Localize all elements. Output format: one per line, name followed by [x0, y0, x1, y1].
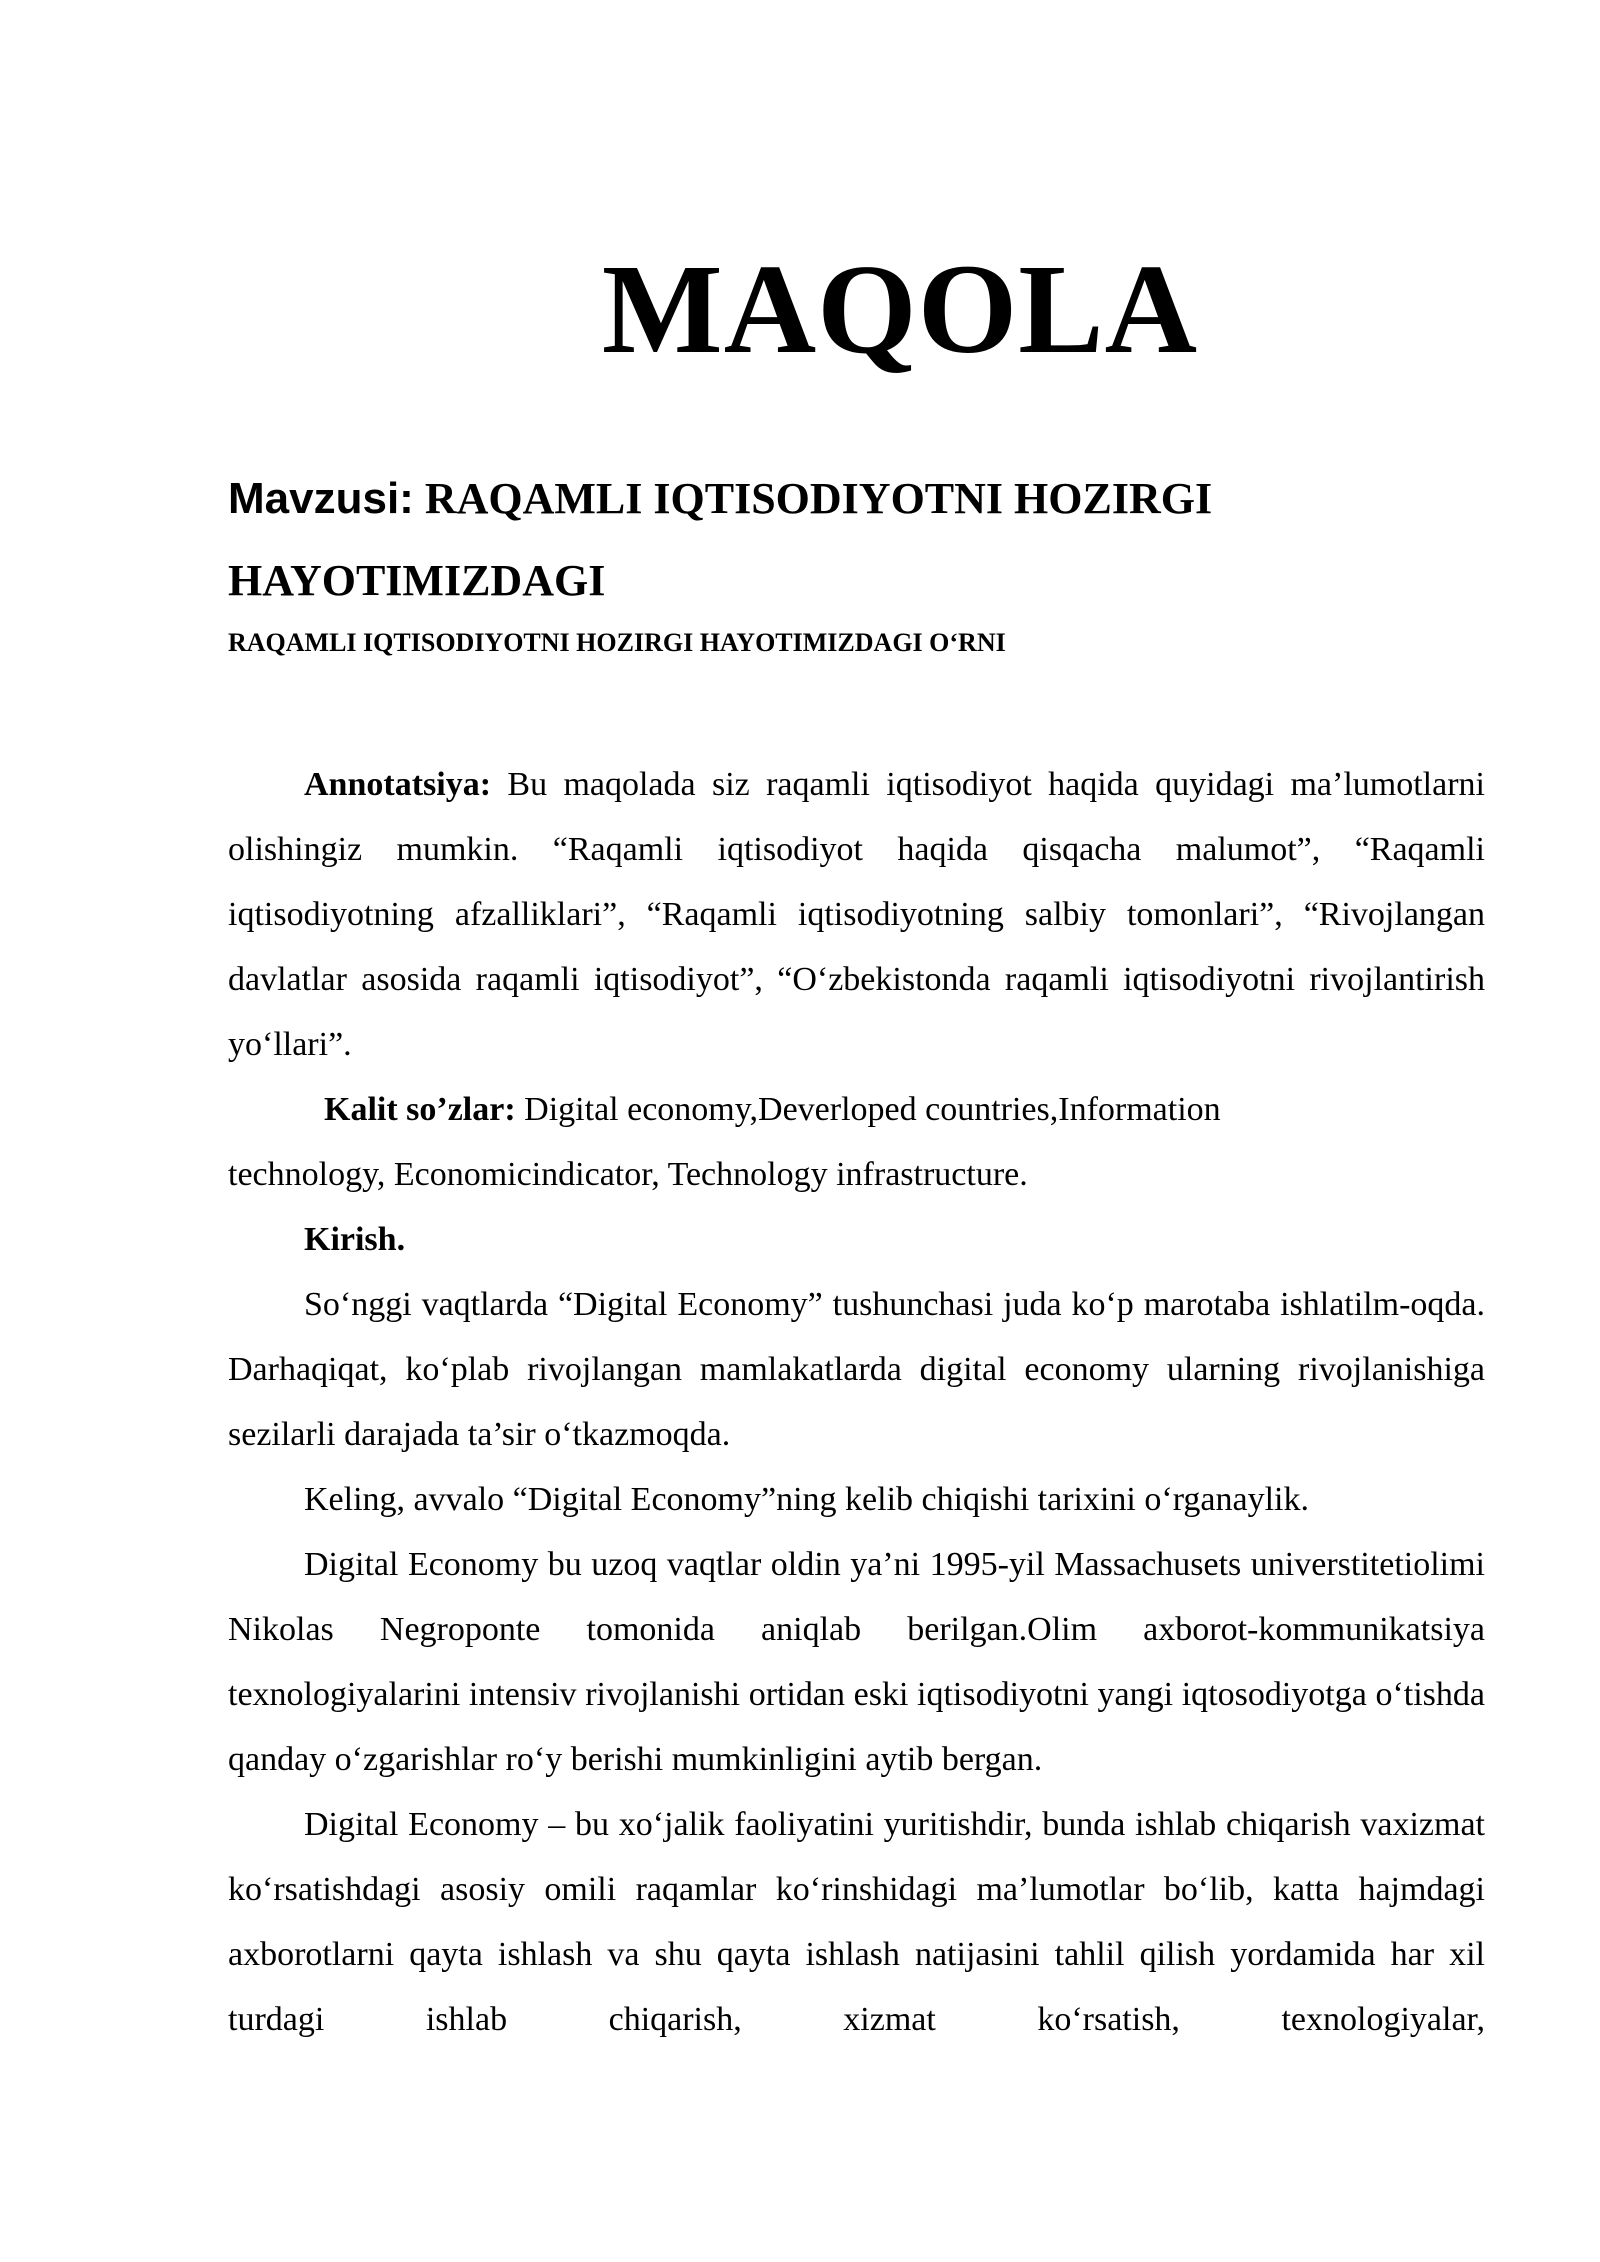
intro-heading: Kirish.	[304, 1221, 406, 1258]
body-paragraph: Digital Economy bu uzoq vaqtlar oldin ya’ni 1995-yil Massachusets universtitetiolimi Nikolas Negroponte tomonida aniqlab berilgan.Olim axborot-kommunikatsiya texnologiyalarini intensiv rivojlanishi ortidan eski iqtisodiyotni yangi iqtosodiyotga o‘tishda qanday o‘zgarishlar ro‘y berishi mumkinligini aytib bergan.	[228, 1546, 1485, 1778]
topic-text: RAQAMLI IQTISODIYOTNI HOZIRGI HAYOTIMIZDAGI	[228, 474, 1213, 605]
keywords-label: Kalit so’zlar:	[324, 1091, 516, 1128]
topic-label: Mavzusi:	[228, 474, 414, 523]
annotation-label: Annotatsiya:	[304, 766, 492, 803]
keywords-line-1	[228, 1077, 1485, 1142]
body-paragraph: So‘nggi vaqtlarda “Digital Economy” tushunchasi juda ko‘p marotaba ishlatilm-oqda. Darhaqiqat, ko‘plab rivojlangan mamlakatlarda digital economy ularning rivojlanishiga sezilarli darajada ta’sir o‘tkazmoqda.	[228, 1286, 1485, 1453]
body-paragraph: Keling, avvalo “Digital Economy”ning kelib chiqishi tarixini o‘rganaylik.	[304, 1481, 1309, 1518]
annotation-text: Bu maqolada siz raqamli iqtisodiyot haqida quyidagi ma’lumotlarni olishingiz mumkin. “Raqamli iqtisodiyot haqida qisqacha malumot”, “Raqamli iqtisodiyotning afzalliklari”, “Raqamli iqtisodiyotning salbiy tomonlari”, “Rivojlangan davlatlar asosida raqamli iqtisodiyot”, “O‘zbekistonda raqamli iqtisodiyotni rivojlantirish yo‘llari”.	[228, 766, 1485, 1063]
topic-heading	[228, 458, 1428, 622]
subtitle: RAQAMLI IQTISODIYOTNI HOZIRGI HAYOTIMIZDAGI O‘RNI	[228, 628, 1006, 657]
keywords-line-2: technology, Economicindicator, Technology infrastructure.	[228, 1156, 1028, 1193]
keywords-text-1: Digital economy,Deverloped countries,Information	[515, 1091, 1221, 1128]
document-title: MAQOLA	[601, 238, 1199, 380]
body-paragraph: Digital Economy – bu xo‘jalik faoliyatini yuritishdir, bunda ishlab chiqarish vaxizmat ko‘rsatishdagi asosiy omili raqamlar ko‘rinshidagi ma’lumotlar bo‘lib, katta hajmdagi axborotlarni qayta ishlash va shu qayta ishlash natijasini tahlil qilish yordamida har xil turdagi ishlab chiqarish, xizmat ko‘rsatish, texnologiyalar,	[228, 1806, 1485, 2038]
document-body	[228, 752, 1485, 2052]
annotation-paragraph	[228, 752, 1485, 1077]
